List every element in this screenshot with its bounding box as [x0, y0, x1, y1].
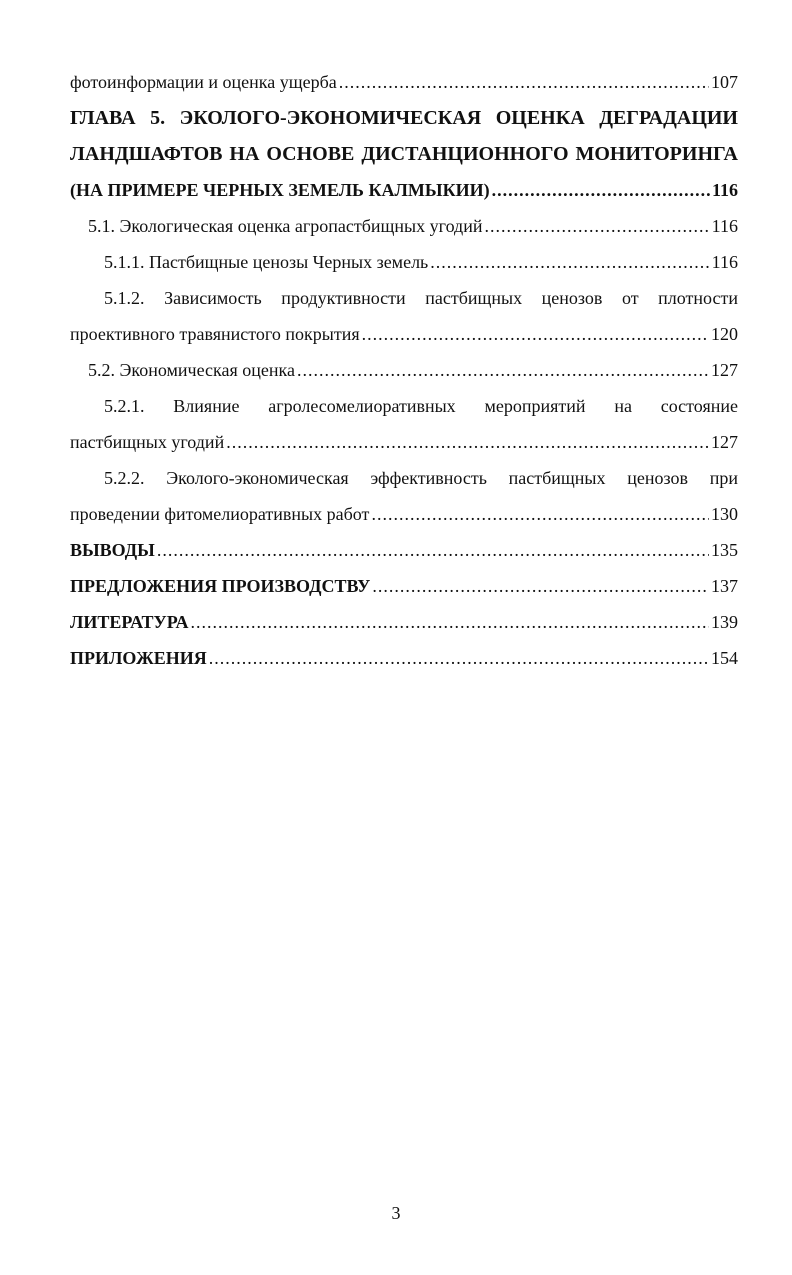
toc-chapter5-line3: [70, 172, 738, 208]
toc-entry-5-1-1: [70, 244, 738, 280]
toc-entry-page: 116: [711, 180, 738, 200]
dot-leader: [492, 172, 710, 208]
toc-entry-proposals: [70, 568, 738, 604]
dot-leader: [430, 244, 709, 280]
toc-entry-5-1-2-line2: [70, 316, 738, 352]
toc-entry-label: фотоинформации и оценка ущерба: [70, 72, 337, 92]
toc-chapter5-line1: ГЛАВА 5. ЭКОЛОГО-ЭКОНОМИЧЕСКАЯ ОЦЕНКА ДЕГРАДАЦИИ: [70, 107, 738, 129]
toc-chapter5-line2: ЛАНДШАФТОВ НА ОСНОВЕ ДИСТАНЦИОННОГО МОНИТОРИНГА: [70, 143, 738, 165]
dot-leader: [190, 604, 709, 640]
toc-entry-5-2-2-line1: 5.2.2. Эколого-экономическая эффективность пастбищных ценозов при: [104, 468, 738, 488]
dot-leader: [362, 316, 709, 352]
toc-entry-5-2-1-line1: 5.2.1. Влияние агролесомелиоративных мероприятий на состояние: [104, 396, 738, 416]
toc-entry-conclusions: [70, 532, 738, 568]
toc-entry-page: 127: [711, 432, 738, 452]
toc-entry-label: проективного травянистого покрытия: [70, 324, 360, 344]
toc-entry-page: 107: [711, 72, 738, 92]
dot-leader: [157, 532, 709, 568]
toc-entry-page: 120: [711, 324, 738, 344]
dot-leader: [371, 496, 709, 532]
toc-entry-label: 5.2. Экономическая оценка: [88, 360, 295, 380]
toc-entry-page: 130: [711, 504, 738, 524]
toc-entry-page: 137: [711, 576, 738, 596]
toc-entry-label: ЛИТЕРАТУРА: [70, 612, 189, 632]
dot-leader: [372, 568, 709, 604]
toc-entry-5-2: [70, 352, 738, 388]
toc-entry-label: 5.1. Экологическая оценка агропастбищных угодий: [88, 216, 483, 236]
toc-entry-page: 139: [711, 612, 738, 632]
dot-leader: [297, 352, 709, 388]
dot-leader: [226, 424, 709, 460]
toc-entry-label: проведении фитомелиоративных работ: [70, 504, 370, 524]
toc-entry-page: 116: [711, 216, 738, 236]
toc-entry-page: 116: [711, 252, 738, 272]
toc-entry-literature: [70, 604, 738, 640]
toc-entry-5-2-1-line2: [70, 424, 738, 460]
toc-entry-appendices: [70, 640, 738, 676]
toc-entry-label: (НА ПРИМЕРЕ ЧЕРНЫХ ЗЕМЕЛЬ КАЛМЫКИИ): [70, 180, 490, 200]
toc-entry-5-1-2-line1: 5.1.2. Зависимость продуктивности пастбищных ценозов от плотности: [104, 288, 738, 308]
toc-entry-label: ПРИЛОЖЕНИЯ: [70, 648, 207, 668]
dot-leader: [209, 640, 709, 676]
toc-entry-5-2-2-line2: [70, 496, 738, 532]
dot-leader: [339, 64, 709, 100]
toc-entry-page: 127: [711, 360, 738, 380]
toc-entry-damage-assessment: [70, 64, 738, 100]
dot-leader: [484, 208, 709, 244]
page-number: 3: [391, 1203, 401, 1223]
table-of-contents: [70, 64, 738, 676]
toc-entry-label: 5.1.1. Пастбищные ценозы Черных земель: [104, 252, 429, 272]
toc-entry-5-1: [70, 208, 738, 244]
toc-entry-page: 154: [711, 648, 738, 668]
toc-entry-label: ВЫВОДЫ: [70, 540, 155, 560]
toc-entry-label: ПРЕДЛОЖЕНИЯ ПРОИЗВОДСТВУ: [70, 576, 371, 596]
toc-entry-page: 135: [711, 540, 738, 560]
toc-entry-label: пастбищных угодий: [70, 432, 225, 452]
